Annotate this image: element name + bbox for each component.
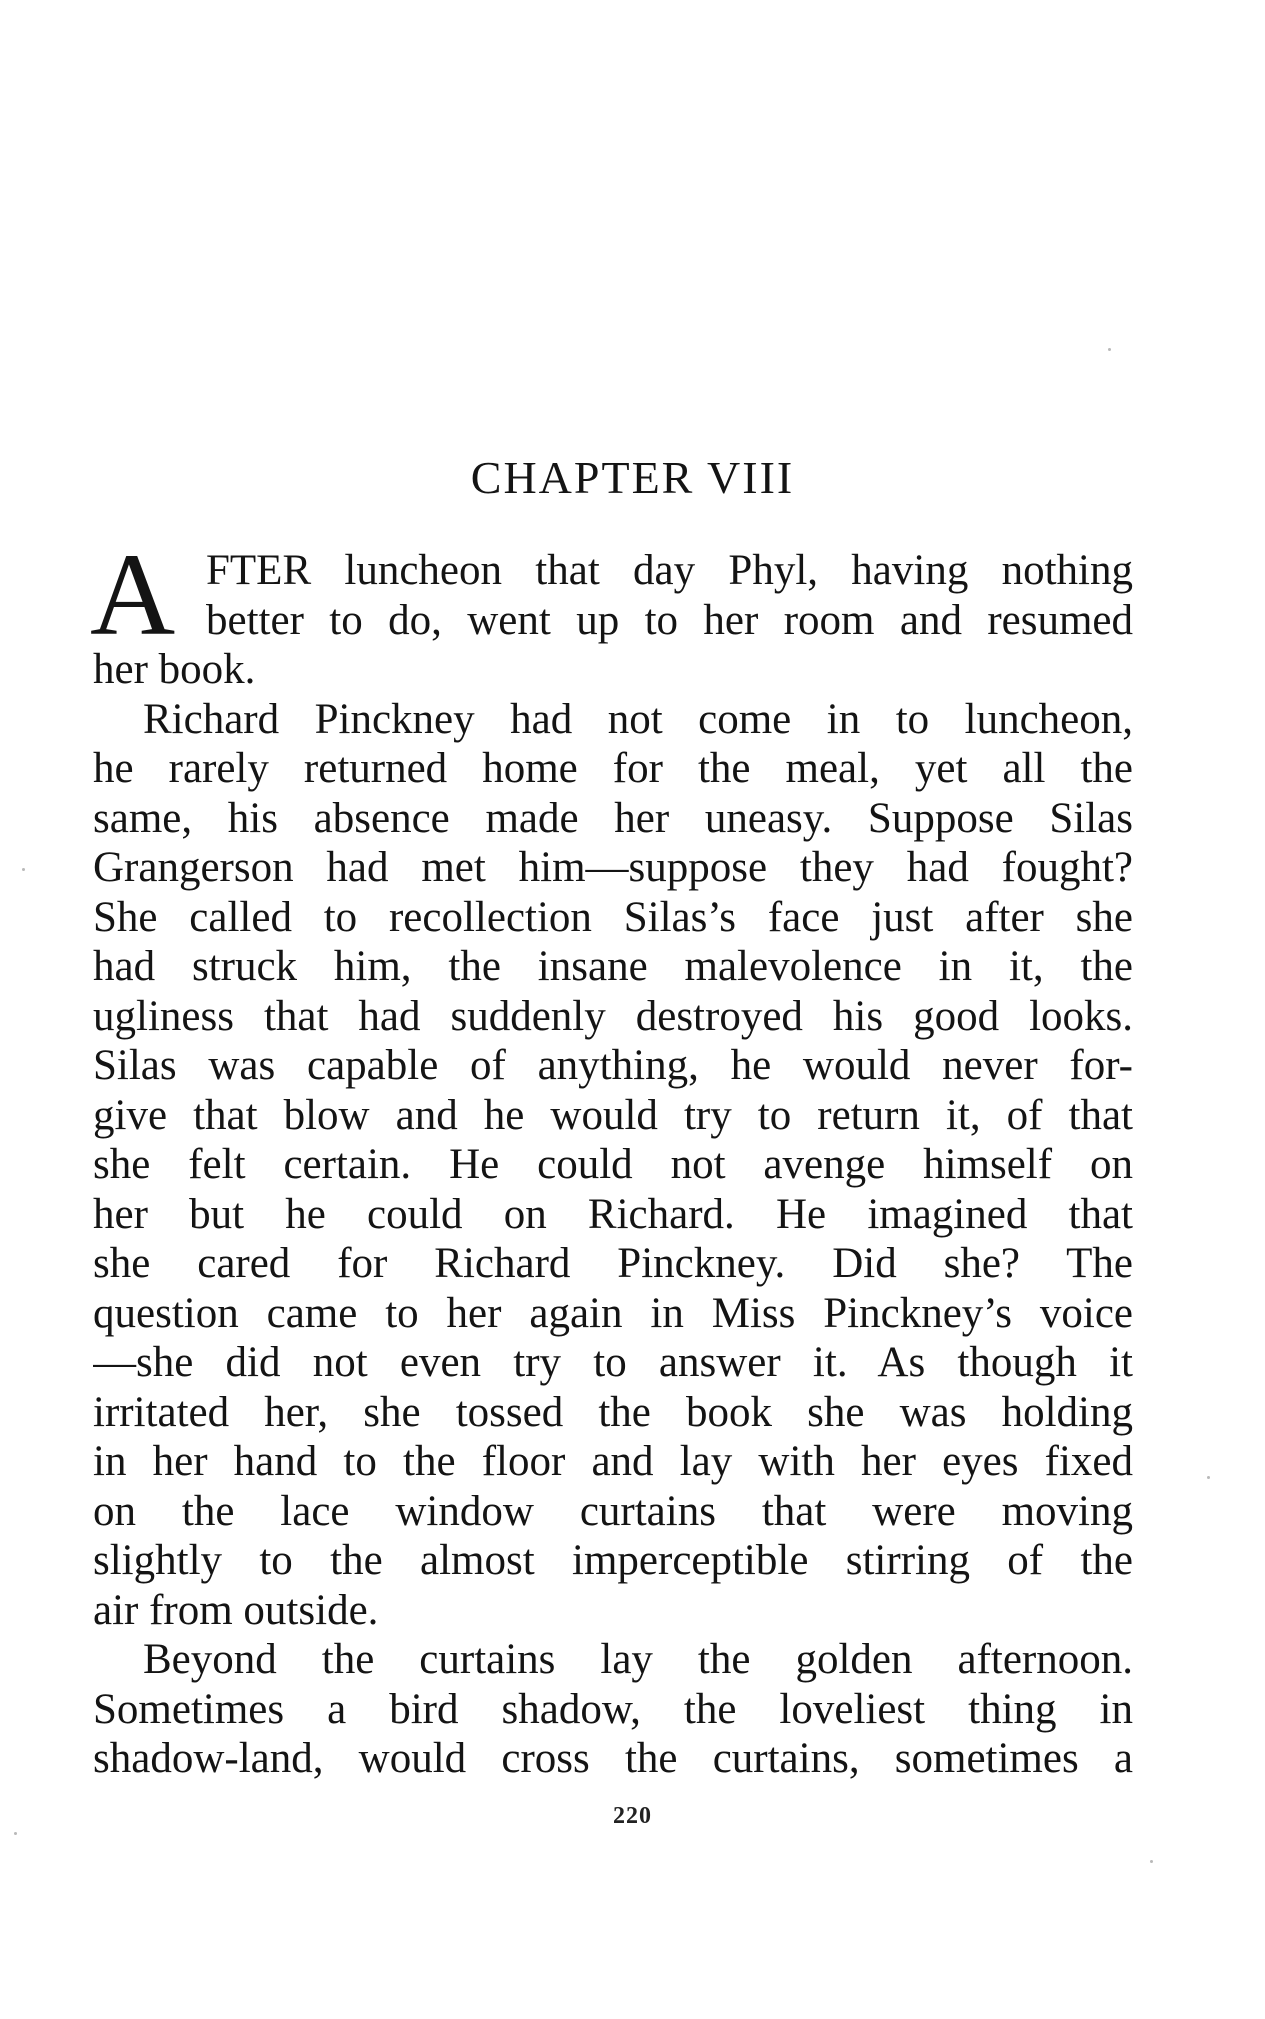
- text-line: on the lace window curtains that were moving: [93, 1487, 1133, 1535]
- text-line: she felt certain. He could not avenge himself on: [93, 1141, 1133, 1188]
- text-line: shadow-land, would cross the curtains, sometimes a: [93, 1735, 1133, 1782]
- chapter-title: CHAPTER VIII: [470, 452, 795, 503]
- text-line: Beyond the curtains lay the golden afternoon.: [143, 1636, 1133, 1683]
- scan-speck: [1108, 348, 1111, 351]
- scan-speck: [22, 868, 25, 871]
- text-line: irritated her, she tossed the book she was holding: [93, 1388, 1133, 1436]
- scan-speck: [1207, 1476, 1210, 1479]
- text-line: she cared for Richard Pinckney. Did she? The: [93, 1240, 1133, 1287]
- drop-cap-initial: A: [90, 529, 176, 660]
- scan-speck: [14, 1832, 17, 1835]
- text-line: Sometimes a bird shadow, the loveliest thing in: [93, 1685, 1133, 1733]
- text-line: FTER luncheon that day Phyl, having nothing: [206, 547, 1133, 594]
- text-line: her book.: [93, 646, 256, 693]
- text-line: same, his absence made her uneasy. Suppose Silas: [93, 794, 1133, 842]
- body-text: [93, 546, 1133, 1784]
- text-line: —she did not even try to answer it. As though it: [93, 1339, 1133, 1386]
- text-line: give that blow and he would try to return it, of that: [93, 1091, 1133, 1139]
- text-line: She called to recollection Silas’s face just after she: [93, 893, 1133, 941]
- page-number: 220: [613, 1803, 652, 1829]
- text-line: Grangerson had met him—suppose they had fought?: [93, 844, 1133, 891]
- text-line: he rarely returned home for the meal, yet all the: [93, 745, 1133, 792]
- text-line: question came to her again in Miss Pinckney’s voice: [93, 1289, 1133, 1337]
- text-line: better to do, went up to her room and resumed: [206, 596, 1133, 644]
- text-line: her but he could on Richard. He imagined that: [93, 1190, 1133, 1238]
- text-line: air from outside.: [93, 1586, 379, 1634]
- text-line: in her hand to the floor and lay with her eyes fixed: [93, 1438, 1133, 1485]
- text-line: Richard Pinckney had not come in to luncheon,: [143, 695, 1133, 743]
- text-line: slightly to the almost imperceptible stirring of the: [93, 1537, 1133, 1584]
- text-line: had struck him, the insane malevolence in it, the: [93, 943, 1133, 990]
- text-line: ugliness that had suddenly destroyed his good looks.: [93, 992, 1133, 1040]
- scan-speck: [1150, 1860, 1153, 1863]
- text-line: Silas was capable of anything, he would never for-: [93, 1042, 1133, 1089]
